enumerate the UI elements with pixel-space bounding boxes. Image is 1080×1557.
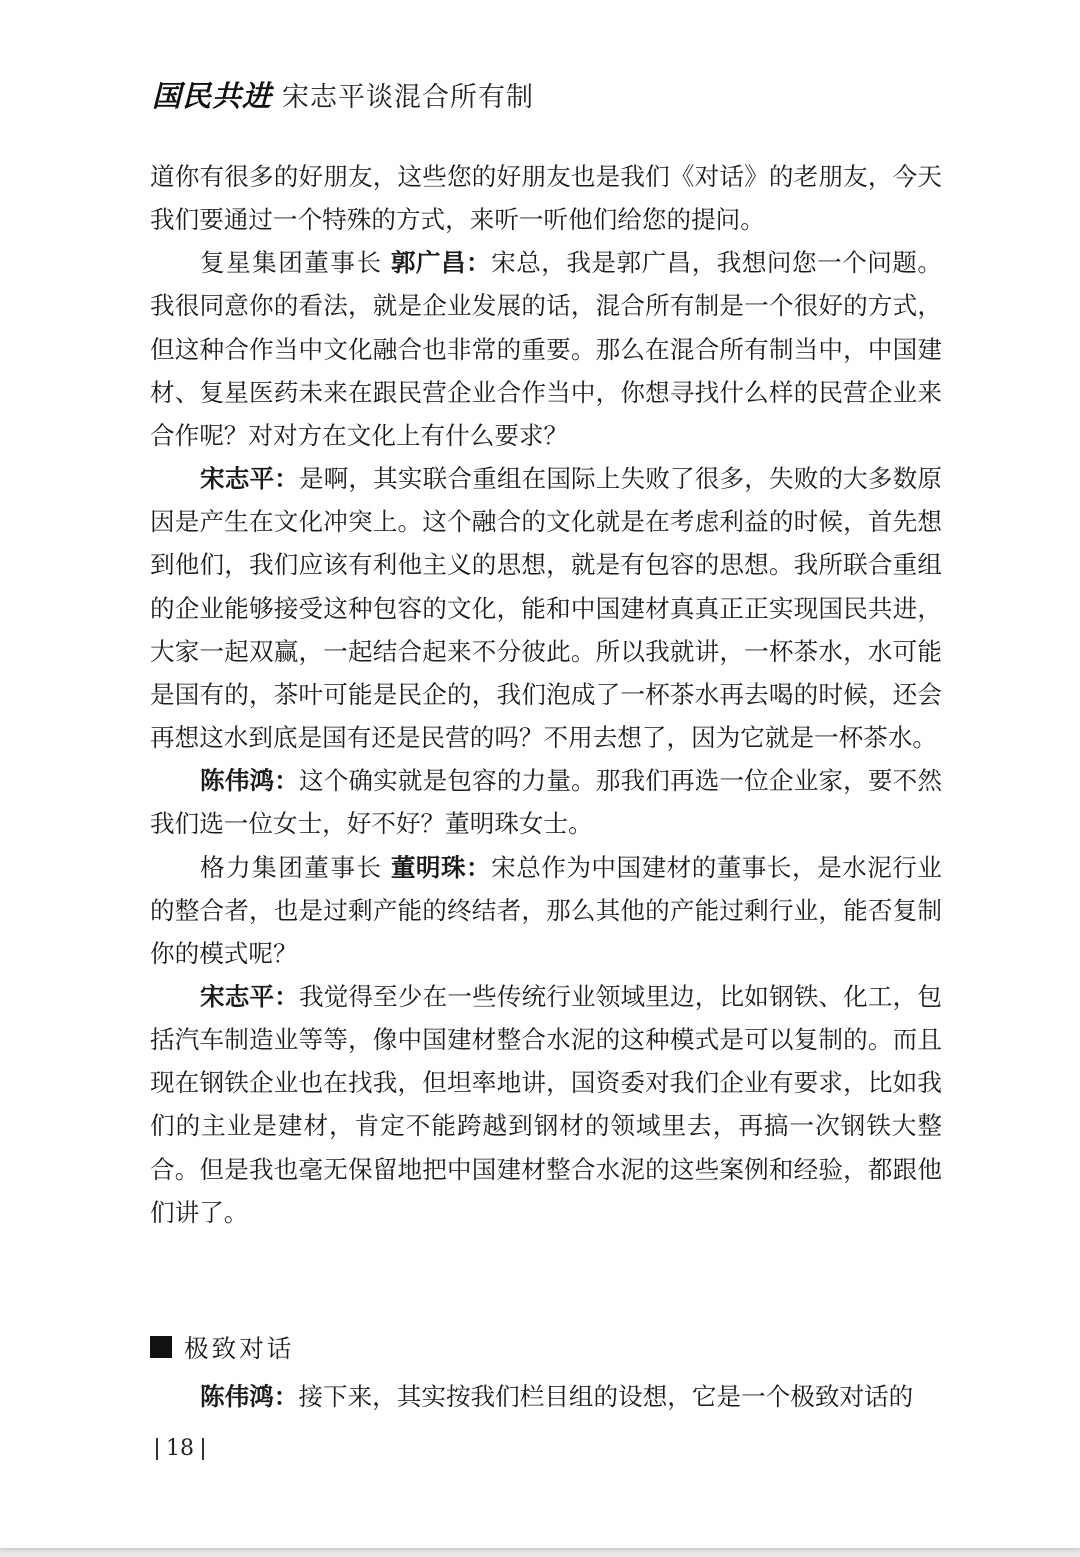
speaker-title: 复星集团董事长 [200,248,383,278]
paragraph-song-zhiping-2 [150,975,942,1234]
square-bullet-icon [150,1336,172,1358]
page-number-bar-left [156,1438,158,1460]
speaker-name: 陈伟鸿： [200,1382,299,1411]
paragraph-text: 是啊，其实联合重组在国际上失败了很多，失败的大多数原因是产生在文化冲突上。这个融合的文化就是在考虑利益的时候，首先想到他们，我们应该有利他主义的思想，就是有包容的思想。我所联合重组的企业能够接受这种包容的文化，能和中国建材真真正正实现国民共进，大家一起双赢，一起结合起来不分彼此。所以我就讲，一杯茶水，水可能是国有的，茶叶可能是民企的，我们泡成了一杯茶水再去喝的时候，还会再想这水到底是国有还是民营的吗？不用去想了，因为它就是一杯茶水。 [150,464,942,753]
paragraph-chen-weihong [150,759,942,845]
paragraph-text: 宋总，我是郭广昌，我想问您一个问题。我很同意你的看法，就是企业发展的话，混合所有制是一个很好的方式，但这种合作当中文化融合也非常的重要。那么在混合所有制当中，中国建材、复星医药未来在跟民营企业合作当中，你想寻找什么样的民营企业来合作呢？对对方在文化上有什么要求？ [150,248,942,450]
page-number [148,1436,212,1461]
paragraph-text: 道你有很多的好朋友，这些您的好朋友也是我们《对话》的老朋友，今天我们要通过一个特殊的方式，来听一听他们给您的提问。 [150,162,942,235]
paragraph-song-zhiping-1 [150,457,942,759]
section-body [150,1375,942,1418]
paragraph-dong-mingzhu [150,846,942,975]
book-title: 国民共进 [152,79,273,113]
section-heading-text: 极致对话 [184,1333,295,1363]
speaker-title: 格力集团董事长 [200,852,383,882]
speaker-name: 董明珠： [390,852,492,882]
paragraph-guo-guangchang [150,241,942,457]
running-header [152,74,534,114]
paragraph-continuation [150,155,942,241]
book-subtitle: 宋志平谈混合所有制 [282,82,535,113]
paragraph-text: 接下来，其实按我们栏目组的设想，它是一个极致对话的 [298,1382,914,1411]
speaker-name: 郭广昌： [390,248,492,278]
page-number-bar-right [202,1438,204,1460]
speaker-name: 宋志平： [200,981,299,1011]
paragraph-section-start [150,1375,942,1418]
page-number-text: 18 [166,1436,194,1461]
paragraph-text: 这个确实就是包容的力量。那我们再选一位企业家，要不然我们选一位女士，好不好？董明珠女士。 [150,766,942,839]
paragraph-text: 我觉得至少在一些传统行业领域里边，比如钢铁、化工，包括汽车制造业等等，像中国建材整合水泥的这种模式是可以复制的。而且现在钢铁企业也在找我，但坦率地讲，国资委对我们企业有要求，比如我们的主业是建材，肯定不能跨越到钢材的领域里去，再搞一次钢铁大整合。但是我也毫无保留地把中国建材整合水泥的这些案例和经验，都跟他们讲了。 [150,981,942,1227]
section-heading [150,1327,294,1367]
body-text [150,155,942,1234]
speaker-name: 陈伟鸿： [200,766,299,796]
speaker-name: 宋志平： [200,464,299,494]
paragraph-text: 宋总作为中国建材的董事长，是水泥行业的整合者，也是过剩产能的终结者，那么其他的产能过剩行业，能否复制你的模式呢？ [150,852,942,968]
